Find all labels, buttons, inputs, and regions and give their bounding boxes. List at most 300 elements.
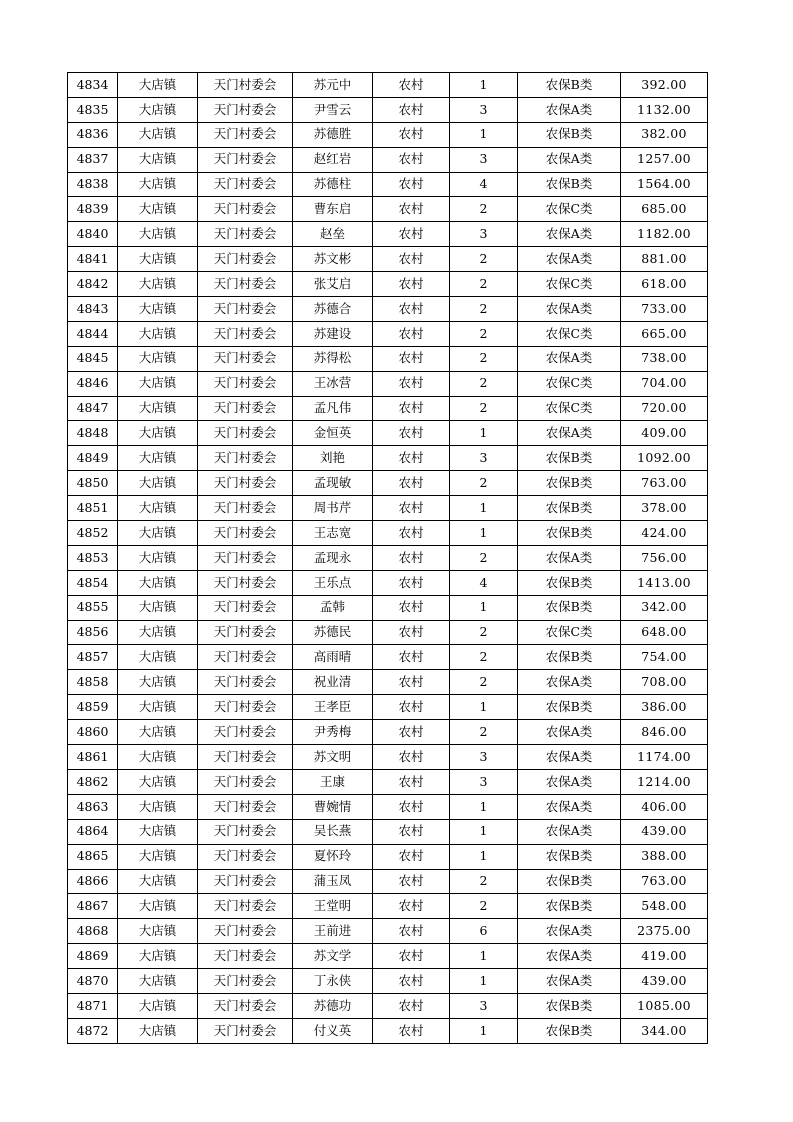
table-row — [68, 122, 708, 147]
cell-count: 2 — [450, 272, 518, 297]
cell-category: 农保B类 — [518, 172, 621, 197]
cell-id: 4869 — [68, 944, 118, 969]
cell-type: 农村 — [373, 247, 450, 272]
table-row — [68, 745, 708, 770]
cell-id: 4838 — [68, 172, 118, 197]
cell-village: 天门村委会 — [198, 645, 293, 670]
cell-town: 大店镇 — [118, 346, 198, 371]
cell-type: 农村 — [373, 745, 450, 770]
cell-village: 天门村委会 — [198, 769, 293, 794]
table-row — [68, 471, 708, 496]
cell-village: 天门村委会 — [198, 969, 293, 994]
cell-id: 4844 — [68, 321, 118, 346]
cell-village: 天门村委会 — [198, 197, 293, 222]
cell-name: 孟韩 — [293, 595, 373, 620]
table-row — [68, 993, 708, 1018]
cell-name: 丁永侠 — [293, 969, 373, 994]
cell-name: 苏德胜 — [293, 122, 373, 147]
cell-name: 王志宽 — [293, 521, 373, 546]
cell-category: 农保B类 — [518, 521, 621, 546]
cell-town: 大店镇 — [118, 371, 198, 396]
cell-type: 农村 — [373, 421, 450, 446]
table-row — [68, 346, 708, 371]
cell-amount: 708.00 — [621, 670, 708, 695]
cell-category: 农保A类 — [518, 247, 621, 272]
cell-count: 4 — [450, 570, 518, 595]
cell-amount: 386.00 — [621, 695, 708, 720]
cell-category: 农保C类 — [518, 272, 621, 297]
cell-amount: 409.00 — [621, 421, 708, 446]
cell-amount: 704.00 — [621, 371, 708, 396]
cell-amount: 720.00 — [621, 396, 708, 421]
cell-village: 天门村委会 — [198, 247, 293, 272]
cell-amount: 1092.00 — [621, 446, 708, 471]
records-table — [67, 72, 708, 1044]
cell-village: 天门村委会 — [198, 944, 293, 969]
cell-name: 吴长燕 — [293, 819, 373, 844]
cell-amount: 439.00 — [621, 819, 708, 844]
cell-type: 农村 — [373, 844, 450, 869]
table-row — [68, 919, 708, 944]
cell-town: 大店镇 — [118, 570, 198, 595]
cell-amount: 419.00 — [621, 944, 708, 969]
cell-category: 农保C类 — [518, 197, 621, 222]
cell-amount: 2375.00 — [621, 919, 708, 944]
cell-name: 王前进 — [293, 919, 373, 944]
table-row — [68, 97, 708, 122]
cell-amount: 763.00 — [621, 869, 708, 894]
cell-category: 农保B类 — [518, 122, 621, 147]
cell-id: 4840 — [68, 222, 118, 247]
cell-id: 4863 — [68, 794, 118, 819]
cell-type: 农村 — [373, 993, 450, 1018]
cell-type: 农村 — [373, 969, 450, 994]
cell-village: 天门村委会 — [198, 371, 293, 396]
cell-count: 1 — [450, 819, 518, 844]
cell-amount: 763.00 — [621, 471, 708, 496]
cell-amount: 648.00 — [621, 620, 708, 645]
cell-id: 4864 — [68, 819, 118, 844]
cell-count: 2 — [450, 346, 518, 371]
cell-category: 农保A类 — [518, 745, 621, 770]
cell-id: 4859 — [68, 695, 118, 720]
cell-id: 4858 — [68, 670, 118, 695]
cell-category: 农保C类 — [518, 321, 621, 346]
cell-category: 农保A类 — [518, 670, 621, 695]
cell-id: 4862 — [68, 769, 118, 794]
cell-id: 4872 — [68, 1018, 118, 1043]
cell-village: 天门村委会 — [198, 993, 293, 1018]
cell-amount: 392.00 — [621, 73, 708, 98]
cell-village: 天门村委会 — [198, 1018, 293, 1043]
cell-village: 天门村委会 — [198, 73, 293, 98]
cell-town: 大店镇 — [118, 944, 198, 969]
cell-count: 2 — [450, 297, 518, 322]
table-row — [68, 695, 708, 720]
table-row — [68, 521, 708, 546]
cell-type: 农村 — [373, 446, 450, 471]
cell-town: 大店镇 — [118, 321, 198, 346]
cell-id: 4845 — [68, 346, 118, 371]
cell-amount: 685.00 — [621, 197, 708, 222]
cell-id: 4870 — [68, 969, 118, 994]
cell-id: 4837 — [68, 147, 118, 172]
cell-town: 大店镇 — [118, 894, 198, 919]
cell-category: 农保A类 — [518, 819, 621, 844]
cell-category: 农保B类 — [518, 570, 621, 595]
cell-name: 付义英 — [293, 1018, 373, 1043]
cell-town: 大店镇 — [118, 620, 198, 645]
cell-amount: 548.00 — [621, 894, 708, 919]
cell-name: 苏德功 — [293, 993, 373, 1018]
cell-type: 农村 — [373, 720, 450, 745]
cell-count: 2 — [450, 670, 518, 695]
cell-village: 天门村委会 — [198, 894, 293, 919]
cell-name: 苏元中 — [293, 73, 373, 98]
cell-town: 大店镇 — [118, 720, 198, 745]
cell-village: 天门村委会 — [198, 545, 293, 570]
cell-category: 农保B类 — [518, 869, 621, 894]
cell-village: 天门村委会 — [198, 346, 293, 371]
cell-id: 4867 — [68, 894, 118, 919]
cell-name: 夏怀玲 — [293, 844, 373, 869]
cell-category: 农保B类 — [518, 645, 621, 670]
cell-id: 4854 — [68, 570, 118, 595]
cell-count: 1 — [450, 421, 518, 446]
table-row — [68, 172, 708, 197]
cell-category: 农保A类 — [518, 147, 621, 172]
cell-name: 苏德柱 — [293, 172, 373, 197]
table-row — [68, 944, 708, 969]
cell-id: 4871 — [68, 993, 118, 1018]
cell-amount: 1257.00 — [621, 147, 708, 172]
cell-count: 2 — [450, 869, 518, 894]
table-row — [68, 794, 708, 819]
cell-village: 天门村委会 — [198, 819, 293, 844]
cell-town: 大店镇 — [118, 97, 198, 122]
cell-name: 苏文学 — [293, 944, 373, 969]
cell-id: 4860 — [68, 720, 118, 745]
table-row — [68, 545, 708, 570]
cell-count: 2 — [450, 371, 518, 396]
cell-category: 农保A类 — [518, 794, 621, 819]
cell-town: 大店镇 — [118, 421, 198, 446]
cell-id: 4852 — [68, 521, 118, 546]
cell-type: 农村 — [373, 521, 450, 546]
cell-type: 农村 — [373, 321, 450, 346]
cell-village: 天门村委会 — [198, 670, 293, 695]
cell-category: 农保C类 — [518, 620, 621, 645]
cell-type: 农村 — [373, 695, 450, 720]
table-row — [68, 197, 708, 222]
cell-village: 天门村委会 — [198, 172, 293, 197]
cell-town: 大店镇 — [118, 197, 198, 222]
cell-town: 大店镇 — [118, 993, 198, 1018]
cell-category: 农保B类 — [518, 894, 621, 919]
cell-type: 农村 — [373, 620, 450, 645]
cell-town: 大店镇 — [118, 272, 198, 297]
cell-amount: 1564.00 — [621, 172, 708, 197]
cell-count: 1 — [450, 73, 518, 98]
table-row — [68, 371, 708, 396]
cell-amount: 618.00 — [621, 272, 708, 297]
cell-count: 2 — [450, 396, 518, 421]
table-row — [68, 894, 708, 919]
cell-count: 2 — [450, 720, 518, 745]
cell-town: 大店镇 — [118, 247, 198, 272]
cell-type: 农村 — [373, 595, 450, 620]
cell-type: 农村 — [373, 894, 450, 919]
cell-category: 农保B类 — [518, 73, 621, 98]
cell-count: 2 — [450, 545, 518, 570]
cell-village: 天门村委会 — [198, 919, 293, 944]
table-row — [68, 844, 708, 869]
cell-category: 农保B类 — [518, 695, 621, 720]
cell-town: 大店镇 — [118, 471, 198, 496]
cell-name: 孟现永 — [293, 545, 373, 570]
cell-town: 大店镇 — [118, 969, 198, 994]
cell-id: 4853 — [68, 545, 118, 570]
cell-village: 天门村委会 — [198, 595, 293, 620]
cell-town: 大店镇 — [118, 396, 198, 421]
cell-village: 天门村委会 — [198, 222, 293, 247]
table-row — [68, 446, 708, 471]
cell-count: 1 — [450, 844, 518, 869]
cell-village: 天门村委会 — [198, 869, 293, 894]
cell-id: 4848 — [68, 421, 118, 446]
cell-type: 农村 — [373, 769, 450, 794]
cell-name: 张艾启 — [293, 272, 373, 297]
cell-village: 天门村委会 — [198, 122, 293, 147]
table-row — [68, 645, 708, 670]
cell-type: 农村 — [373, 869, 450, 894]
table-row — [68, 247, 708, 272]
cell-count: 1 — [450, 969, 518, 994]
cell-town: 大店镇 — [118, 869, 198, 894]
cell-name: 蒲玉凤 — [293, 869, 373, 894]
cell-type: 农村 — [373, 197, 450, 222]
table-row — [68, 147, 708, 172]
cell-count: 3 — [450, 446, 518, 471]
cell-name: 苏文明 — [293, 745, 373, 770]
cell-town: 大店镇 — [118, 147, 198, 172]
cell-category: 农保B类 — [518, 496, 621, 521]
cell-village: 天门村委会 — [198, 297, 293, 322]
table-row — [68, 1018, 708, 1043]
cell-village: 天门村委会 — [198, 396, 293, 421]
cell-town: 大店镇 — [118, 122, 198, 147]
cell-name: 尹雪云 — [293, 97, 373, 122]
table-row — [68, 297, 708, 322]
cell-count: 6 — [450, 919, 518, 944]
cell-amount: 1132.00 — [621, 97, 708, 122]
records-table-body — [68, 73, 708, 1044]
cell-category: 农保A类 — [518, 969, 621, 994]
cell-amount: 1174.00 — [621, 745, 708, 770]
cell-name: 刘艳 — [293, 446, 373, 471]
cell-amount: 406.00 — [621, 794, 708, 819]
cell-count: 3 — [450, 993, 518, 1018]
cell-town: 大店镇 — [118, 172, 198, 197]
cell-category: 农保A类 — [518, 421, 621, 446]
cell-category: 农保A类 — [518, 944, 621, 969]
cell-id: 4835 — [68, 97, 118, 122]
cell-village: 天门村委会 — [198, 844, 293, 869]
cell-count: 1 — [450, 496, 518, 521]
cell-amount: 439.00 — [621, 969, 708, 994]
cell-category: 农保A类 — [518, 769, 621, 794]
cell-type: 农村 — [373, 396, 450, 421]
cell-count: 1 — [450, 521, 518, 546]
cell-count: 1 — [450, 595, 518, 620]
cell-id: 4855 — [68, 595, 118, 620]
cell-type: 农村 — [373, 272, 450, 297]
cell-amount: 388.00 — [621, 844, 708, 869]
cell-name: 高雨晴 — [293, 645, 373, 670]
cell-id: 4856 — [68, 620, 118, 645]
cell-village: 天门村委会 — [198, 147, 293, 172]
table-row — [68, 869, 708, 894]
cell-amount: 733.00 — [621, 297, 708, 322]
cell-name: 孟凡伟 — [293, 396, 373, 421]
cell-type: 农村 — [373, 73, 450, 98]
cell-amount: 846.00 — [621, 720, 708, 745]
cell-category: 农保B类 — [518, 1018, 621, 1043]
cell-type: 农村 — [373, 545, 450, 570]
cell-id: 4850 — [68, 471, 118, 496]
cell-town: 大店镇 — [118, 794, 198, 819]
cell-type: 农村 — [373, 371, 450, 396]
cell-town: 大店镇 — [118, 545, 198, 570]
cell-category: 农保A类 — [518, 720, 621, 745]
cell-id: 4865 — [68, 844, 118, 869]
cell-town: 大店镇 — [118, 222, 198, 247]
cell-category: 农保A类 — [518, 97, 621, 122]
cell-village: 天门村委会 — [198, 321, 293, 346]
cell-count: 3 — [450, 222, 518, 247]
cell-amount: 881.00 — [621, 247, 708, 272]
cell-amount: 754.00 — [621, 645, 708, 670]
cell-id: 4841 — [68, 247, 118, 272]
cell-count: 1 — [450, 794, 518, 819]
cell-category: 农保A类 — [518, 346, 621, 371]
cell-count: 2 — [450, 645, 518, 670]
cell-town: 大店镇 — [118, 1018, 198, 1043]
cell-town: 大店镇 — [118, 521, 198, 546]
table-row — [68, 620, 708, 645]
cell-type: 农村 — [373, 496, 450, 521]
cell-id: 4849 — [68, 446, 118, 471]
cell-type: 农村 — [373, 670, 450, 695]
cell-amount: 382.00 — [621, 122, 708, 147]
cell-village: 天门村委会 — [198, 570, 293, 595]
cell-category: 农保A类 — [518, 222, 621, 247]
cell-name: 赵垒 — [293, 222, 373, 247]
cell-town: 大店镇 — [118, 73, 198, 98]
cell-type: 农村 — [373, 297, 450, 322]
cell-count: 2 — [450, 197, 518, 222]
cell-name: 苏文彬 — [293, 247, 373, 272]
cell-type: 农村 — [373, 172, 450, 197]
cell-type: 农村 — [373, 794, 450, 819]
table-row — [68, 595, 708, 620]
cell-name: 王冰营 — [293, 371, 373, 396]
cell-count: 1 — [450, 695, 518, 720]
cell-id: 4839 — [68, 197, 118, 222]
table-row — [68, 421, 708, 446]
cell-category: 农保B类 — [518, 595, 621, 620]
cell-id: 4857 — [68, 645, 118, 670]
cell-id: 4868 — [68, 919, 118, 944]
cell-count: 2 — [450, 321, 518, 346]
cell-type: 农村 — [373, 471, 450, 496]
cell-name: 王康 — [293, 769, 373, 794]
cell-type: 农村 — [373, 819, 450, 844]
cell-amount: 1085.00 — [621, 993, 708, 1018]
cell-name: 尹秀梅 — [293, 720, 373, 745]
cell-count: 1 — [450, 1018, 518, 1043]
cell-type: 农村 — [373, 222, 450, 247]
table-row — [68, 321, 708, 346]
cell-type: 农村 — [373, 645, 450, 670]
cell-type: 农村 — [373, 944, 450, 969]
cell-village: 天门村委会 — [198, 521, 293, 546]
table-row — [68, 670, 708, 695]
table-row — [68, 720, 708, 745]
cell-category: 农保B类 — [518, 993, 621, 1018]
cell-count: 1 — [450, 944, 518, 969]
cell-count: 2 — [450, 894, 518, 919]
cell-type: 农村 — [373, 346, 450, 371]
cell-town: 大店镇 — [118, 496, 198, 521]
cell-village: 天门村委会 — [198, 421, 293, 446]
cell-id: 4846 — [68, 371, 118, 396]
cell-amount: 738.00 — [621, 346, 708, 371]
cell-type: 农村 — [373, 1018, 450, 1043]
cell-count: 3 — [450, 147, 518, 172]
table-row — [68, 496, 708, 521]
table-row — [68, 819, 708, 844]
cell-id: 4834 — [68, 73, 118, 98]
cell-town: 大店镇 — [118, 670, 198, 695]
table-row — [68, 396, 708, 421]
cell-village: 天门村委会 — [198, 794, 293, 819]
cell-id: 4851 — [68, 496, 118, 521]
cell-amount: 342.00 — [621, 595, 708, 620]
cell-category: 农保A类 — [518, 545, 621, 570]
cell-amount: 424.00 — [621, 521, 708, 546]
cell-town: 大店镇 — [118, 645, 198, 670]
cell-count: 2 — [450, 247, 518, 272]
table-row — [68, 272, 708, 297]
cell-name: 赵红岩 — [293, 147, 373, 172]
cell-town: 大店镇 — [118, 769, 198, 794]
cell-type: 农村 — [373, 147, 450, 172]
cell-amount: 756.00 — [621, 545, 708, 570]
cell-amount: 1182.00 — [621, 222, 708, 247]
cell-amount: 378.00 — [621, 496, 708, 521]
cell-name: 金恒英 — [293, 421, 373, 446]
cell-type: 农村 — [373, 570, 450, 595]
cell-count: 1 — [450, 122, 518, 147]
cell-amount: 1214.00 — [621, 769, 708, 794]
cell-amount: 665.00 — [621, 321, 708, 346]
cell-id: 4836 — [68, 122, 118, 147]
cell-id: 4843 — [68, 297, 118, 322]
cell-count: 4 — [450, 172, 518, 197]
cell-id: 4847 — [68, 396, 118, 421]
cell-id: 4866 — [68, 869, 118, 894]
